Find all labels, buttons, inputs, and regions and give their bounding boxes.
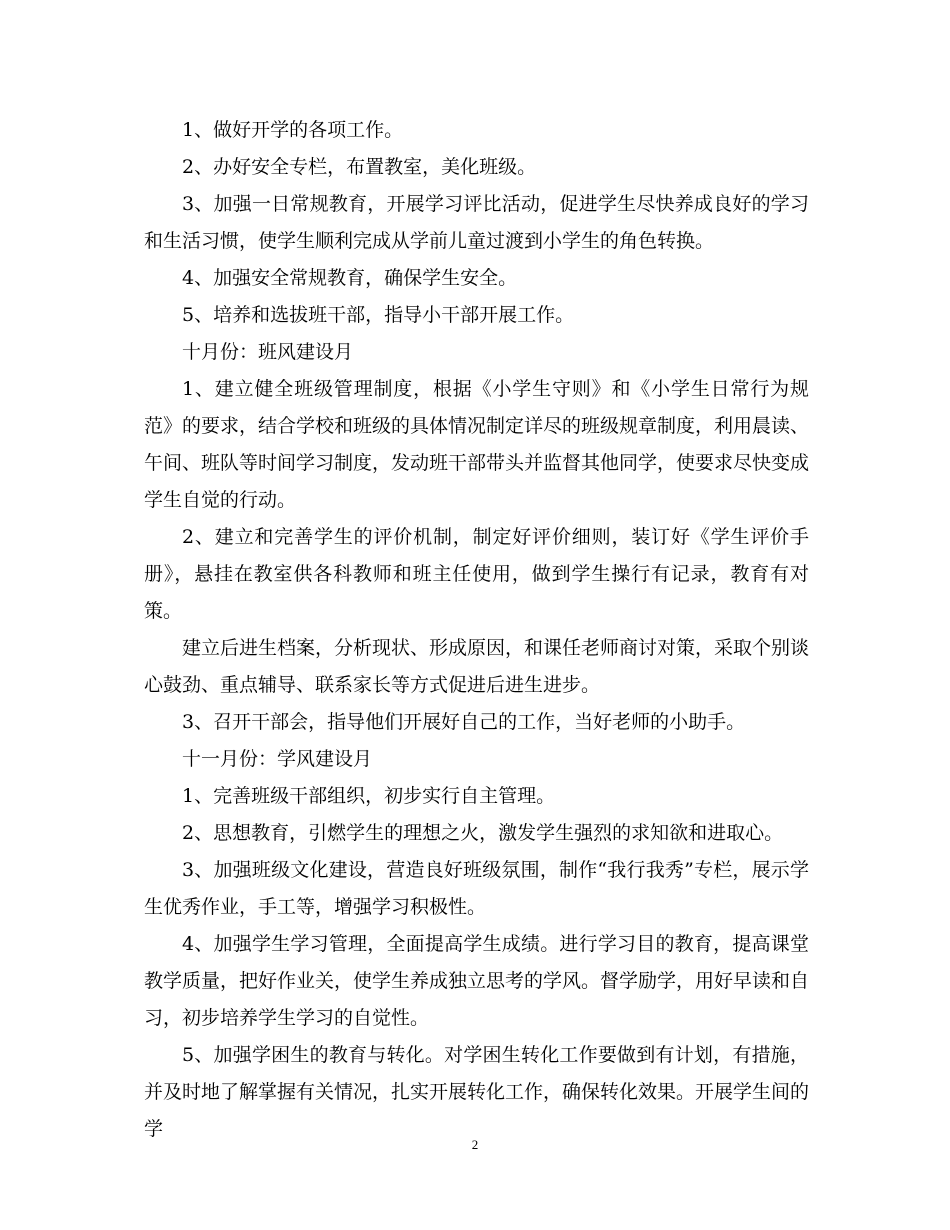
section-heading: 十月份：班风建设月 <box>182 341 354 363</box>
paragraph: 5、培养和选拔班干部，指导小干部开展工作。 <box>182 304 575 326</box>
paragraph: 2、办好安全专栏，布置教室，美化班级。 <box>182 156 537 178</box>
section-heading: 十一月份：学风建设月 <box>182 748 373 770</box>
paragraph: 1、建立健全班级管理制度，根据《小学生守则》和《小学生日常行为规范》的要求，结合学校和班级的具体情况制定详尽的班级规章制度，利用晨读、午间、班队等时间学习制度，发动班干部带头并监督其他同学，使要求尽快变成学生自觉的行动。 <box>144 378 810 511</box>
paragraph: 3、加强班级文化建设，营造良好班级氛围，制作“我行我秀”专栏，展示学生优秀作业，手工等，增强学习积极性。 <box>144 859 809 918</box>
paragraph: 2、思想教育，引燃学生的理想之火，激发学生强烈的求知欲和进取心。 <box>182 822 784 844</box>
paragraph: 2、建立和完善学生的评价机制，制定好评价细则，装订好《学生评价手册》，悬挂在教室供各科教师和班主任使用，做到学生操行有记录，教育有对策。 <box>144 526 809 622</box>
paragraph: 1、做好开学的各项工作。 <box>182 119 404 141</box>
paragraph: 4、加强学生学习管理，全面提高学生成绩。进行学习目的教育，提高课堂教学质量，把好作业关，使学生养成独立思考的学风。督学励学，用好早读和自习，初步培养学生学习的自觉性。 <box>144 933 810 1029</box>
paragraph: 1、完善班级干部组织，初步实行自主管理。 <box>182 785 556 807</box>
page-number: 2 <box>471 1137 479 1152</box>
paragraph: 3、召开干部会，指导他们开展好自己的工作，当好老师的小助手。 <box>182 711 746 733</box>
paragraph: 5、加强学困生的教育与转化。对学困生转化工作要做到有计划，有措施，并及时地了解掌握有关情况，扎实开展转化工作，确保转化效果。开展学生间的学 <box>144 1044 810 1140</box>
document-body <box>144 112 809 1148</box>
paragraph: 4、加强安全常规教育，确保学生安全。 <box>182 267 518 289</box>
paragraph: 3、加强一日常规教育，开展学习评比活动，促进学生尽快养成良好的学习和生活习惯，使学生顺利完成从学前儿童过渡到小学生的角色转换。 <box>144 193 809 252</box>
paragraph: 建立后进生档案，分析现状、形成原因，和课任老师商讨对策，采取个别谈心鼓劲、重点辅导、联系家长等方式促进后进生进步。 <box>144 637 810 696</box>
